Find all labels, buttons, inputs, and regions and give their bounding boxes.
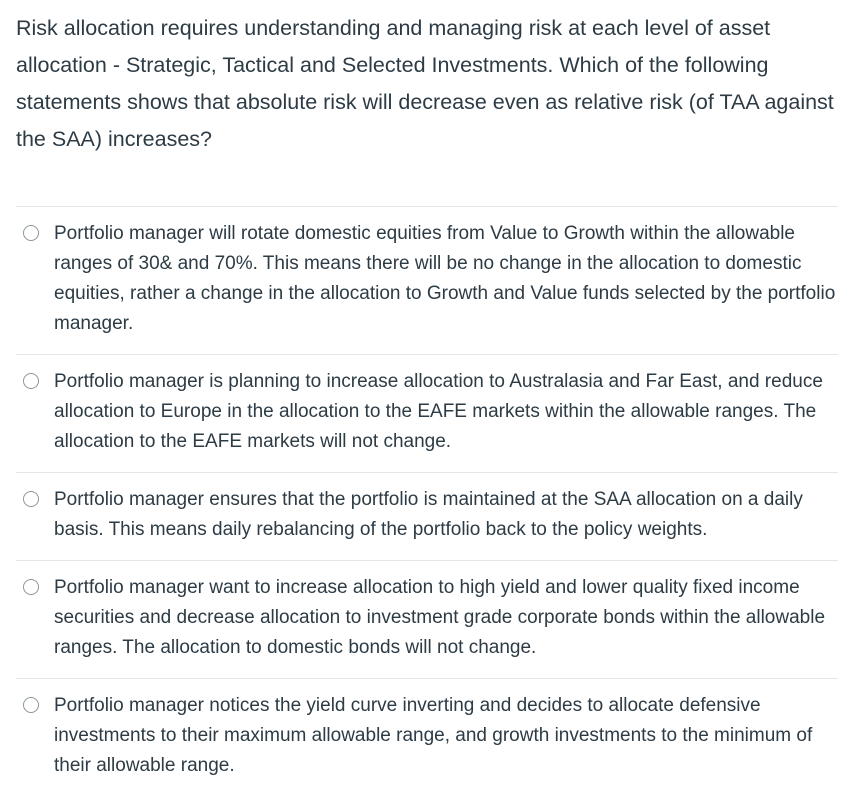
answer-option-2[interactable] bbox=[16, 354, 838, 472]
radio-button-icon[interactable] bbox=[23, 225, 39, 241]
answer-label: Portfolio manager ensures that the portfolio is maintained at the SAA allocation on a daily basis. This means daily rebalancing of the portfolio back to the policy weights. bbox=[54, 489, 803, 540]
radio-button-icon[interactable] bbox=[23, 697, 39, 713]
radio-button-icon[interactable] bbox=[23, 579, 39, 595]
answer-option-1[interactable] bbox=[16, 206, 838, 354]
answer-option-5[interactable] bbox=[16, 678, 838, 796]
answer-label: Portfolio manager is planning to increase allocation to Australasia and Far East, and reduce allocation to Europe in the allocation to the EAFE markets within the allowable ranges. The allocation to the EAFE markets will not change. bbox=[54, 371, 823, 452]
answer-label: Portfolio manager want to increase allocation to high yield and lower quality fixed income securities and decrease allocation to investment grade corporate bonds within the allowable ranges. The allocation to domestic bonds will not change. bbox=[54, 577, 826, 658]
answer-label: Portfolio manager notices the yield curve inverting and decides to allocate defensive investments to their maximum allowable range, and growth investments to the minimum of their allowable range. bbox=[54, 695, 813, 776]
radio-button-icon[interactable] bbox=[23, 491, 39, 507]
answer-list bbox=[16, 206, 838, 796]
answer-option-3[interactable] bbox=[16, 472, 838, 560]
answer-label: Portfolio manager will rotate domestic equities from Value to Growth within the allowable ranges of 30& and 70%. This means there will be no change in the allocation to domestic equities, rather a change in the allocation to Growth and Value funds selected by the portfolio manager. bbox=[54, 223, 836, 334]
question-text: Risk allocation requires understanding and managing risk at each level of asset allocation - Strategic, Tactical and Selected Investments. Which of the following statements shows that absolute risk will decrease even as relative risk (of TAA against the SAA) increases? bbox=[16, 16, 834, 151]
answer-option-4[interactable] bbox=[16, 560, 838, 678]
radio-button-icon[interactable] bbox=[23, 373, 39, 389]
